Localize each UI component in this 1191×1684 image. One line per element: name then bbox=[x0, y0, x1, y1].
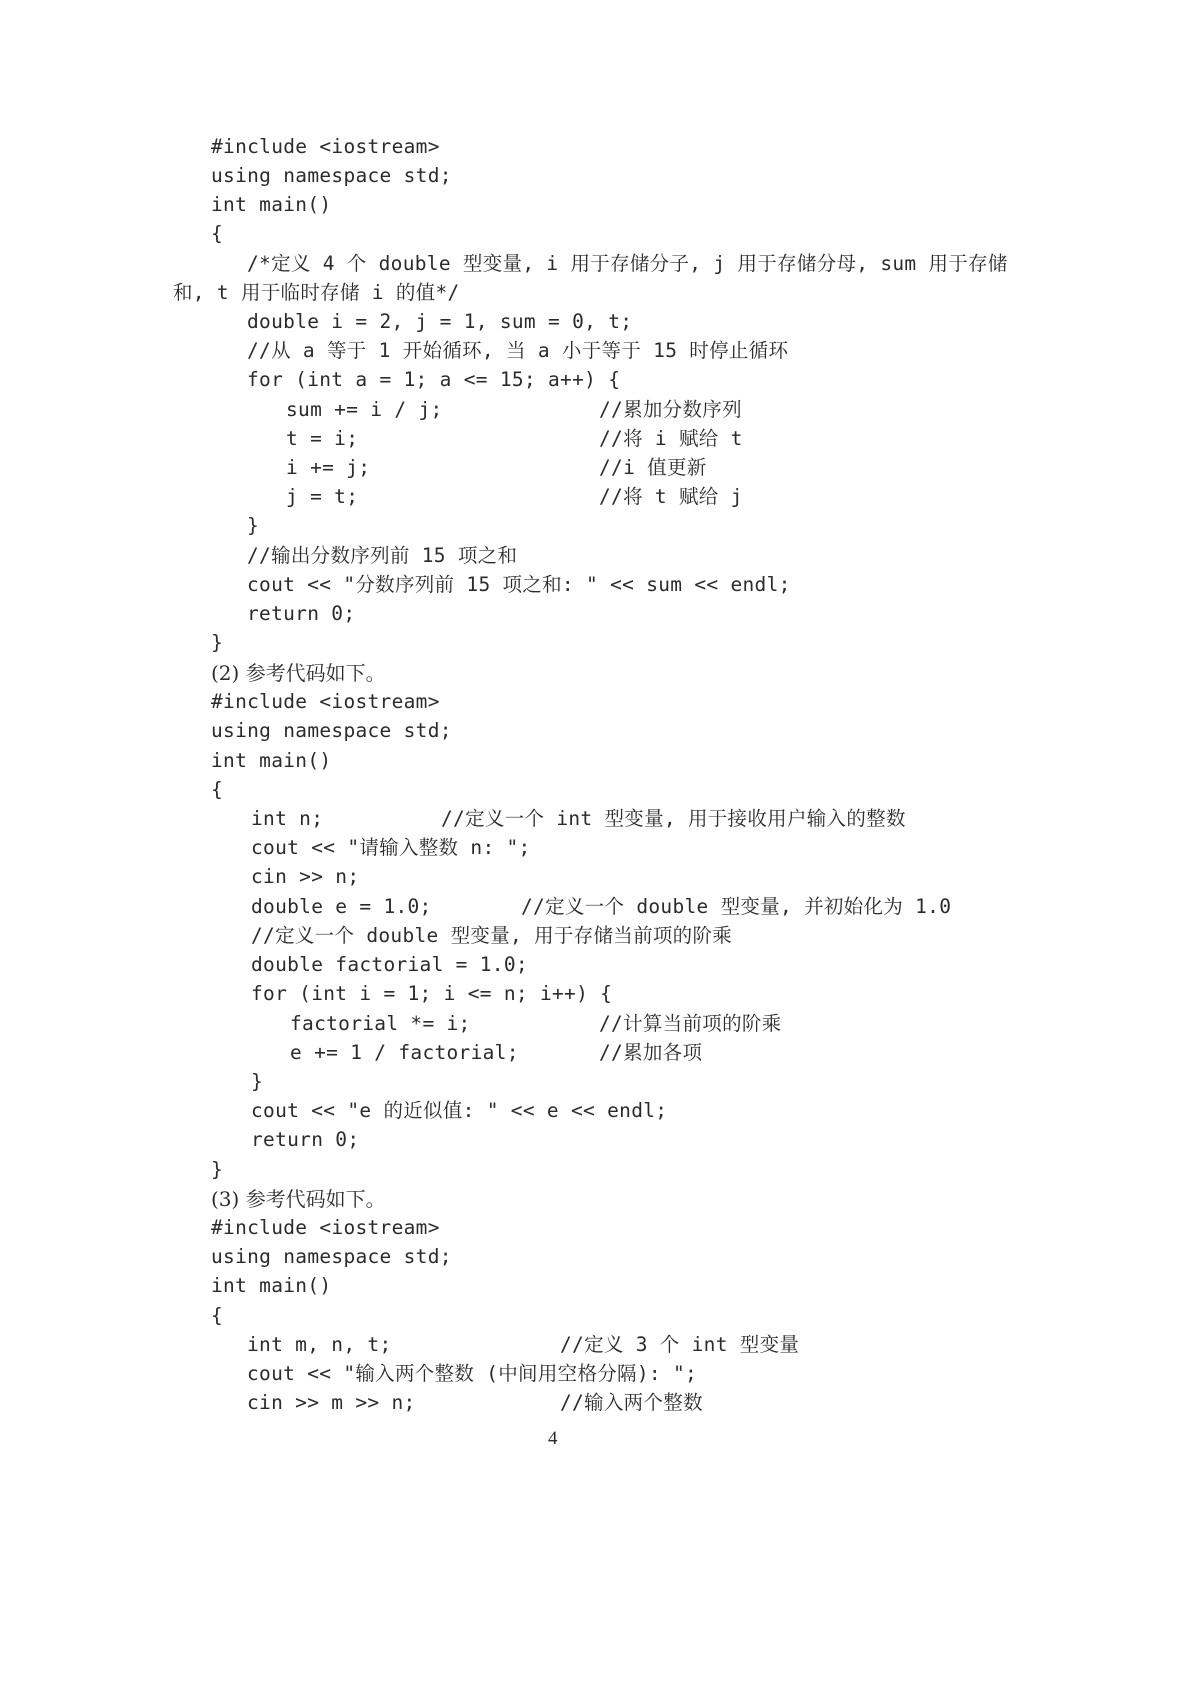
code-line: int m, n, t; bbox=[247, 1333, 392, 1356]
code-line: #include <iostream> bbox=[211, 135, 440, 158]
section-heading: (2) 参考代码如下。 bbox=[211, 661, 386, 685]
code-line: int n; bbox=[251, 807, 324, 830]
code-line: factorial *= i; bbox=[290, 1012, 471, 1035]
code-line: t = i; bbox=[286, 427, 359, 450]
code-line: /*定义 4 个 double 型变量, i 用于存储分子, j 用于存储分母, sum 用于存储 bbox=[247, 252, 1008, 275]
code-line: int main() bbox=[211, 1274, 332, 1297]
code-line: int main() bbox=[211, 749, 332, 772]
code-line: //定义一个 double 型变量, 用于存储当前项的阶乘 bbox=[251, 924, 733, 947]
code-line: j = t; bbox=[286, 485, 359, 508]
code-line: { bbox=[211, 1304, 224, 1327]
code-line: cout << "e 的近似值: " << e << endl; bbox=[251, 1099, 668, 1122]
code-line: double factorial = 1.0; bbox=[251, 953, 528, 976]
code-line: using namespace std; bbox=[211, 164, 452, 187]
code-line: cout << "请输入整数 n: "; bbox=[251, 836, 531, 859]
code-line: #include <iostream> bbox=[211, 1216, 440, 1239]
code-line: { bbox=[211, 222, 224, 245]
code-line: using namespace std; bbox=[211, 1245, 452, 1268]
code-line: cout << "分数序列前 15 项之和: " << sum << endl; bbox=[247, 573, 791, 596]
code-comment: //输入两个整数 bbox=[560, 1391, 703, 1414]
code-line: { bbox=[211, 778, 224, 801]
code-line: return 0; bbox=[247, 602, 356, 625]
code-comment: //i 值更新 bbox=[599, 456, 707, 479]
code-line: 和, t 用于临时存储 i 的值*/ bbox=[173, 281, 460, 304]
code-line: for (int i = 1; i <= n; i++) { bbox=[251, 982, 613, 1005]
code-comment: //将 t 赋给 j bbox=[599, 485, 743, 508]
code-line: cin >> m >> n; bbox=[247, 1391, 416, 1414]
code-comment: //累加分数序列 bbox=[599, 398, 742, 421]
code-comment: //定义一个 double 型变量, 并初始化为 1.0 bbox=[521, 895, 952, 918]
code-line: //从 a 等于 1 开始循环, 当 a 小于等于 15 时停止循环 bbox=[247, 339, 789, 362]
code-line: sum += i / j; bbox=[286, 398, 443, 421]
code-line: } bbox=[251, 1070, 264, 1093]
code-line: for (int a = 1; a <= 15; a++) { bbox=[247, 368, 621, 391]
section-heading: (3) 参考代码如下。 bbox=[211, 1187, 386, 1211]
code-comment: //计算当前项的阶乘 bbox=[599, 1012, 782, 1035]
code-line: cin >> n; bbox=[251, 865, 360, 888]
code-line: //输出分数序列前 15 项之和 bbox=[247, 544, 518, 567]
code-line: #include <iostream> bbox=[211, 690, 440, 713]
code-line: using namespace std; bbox=[211, 719, 452, 742]
code-line: int main() bbox=[211, 193, 332, 216]
code-line: } bbox=[247, 514, 260, 537]
code-line: cout << "输入两个整数 (中间用空格分隔): "; bbox=[247, 1362, 698, 1385]
code-comment: //定义一个 int 型变量, 用于接收用户输入的整数 bbox=[441, 807, 906, 830]
code-comment: //将 i 赋给 t bbox=[599, 427, 743, 450]
code-line: i += j; bbox=[286, 456, 371, 479]
code-line: } bbox=[211, 631, 224, 654]
code-comment: //累加各项 bbox=[599, 1041, 703, 1064]
code-line: return 0; bbox=[251, 1128, 360, 1151]
code-line: } bbox=[211, 1158, 224, 1181]
code-comment: //定义 3 个 int 型变量 bbox=[560, 1333, 800, 1356]
page-number: 4 bbox=[548, 1428, 558, 1449]
code-line: double i = 2, j = 1, sum = 0, t; bbox=[247, 310, 633, 333]
code-line: e += 1 / factorial; bbox=[290, 1041, 519, 1064]
code-line: double e = 1.0; bbox=[251, 895, 432, 918]
